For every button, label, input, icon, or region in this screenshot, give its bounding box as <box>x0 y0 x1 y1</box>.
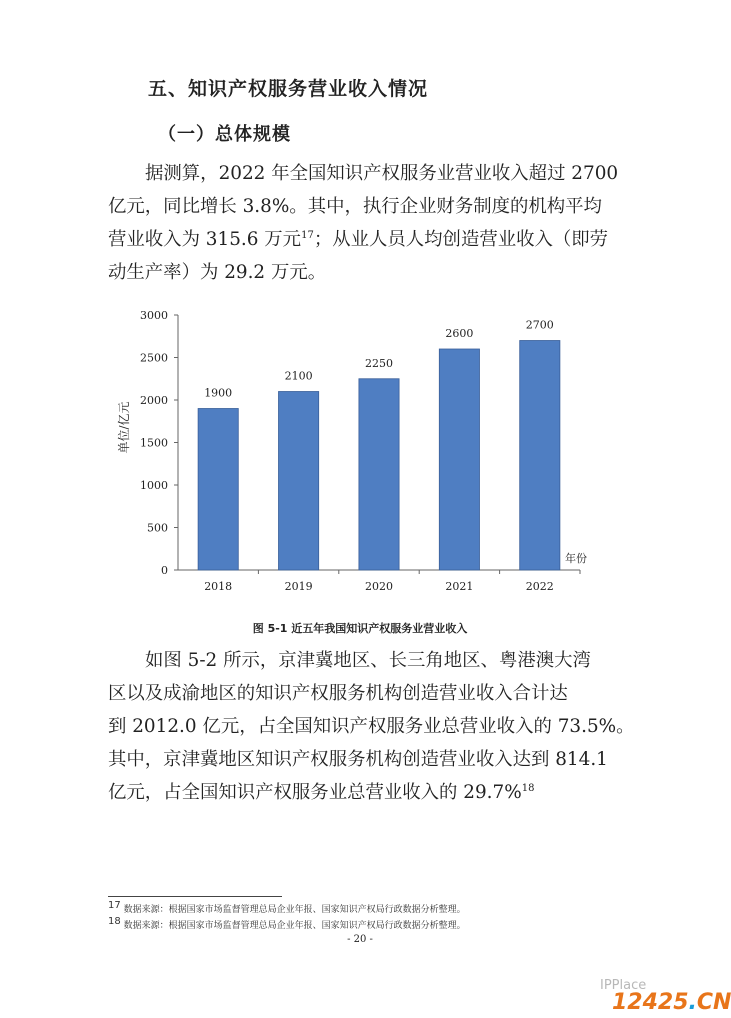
watermark-brand: IPPlace <box>600 978 647 993</box>
footnote-ref-18[interactable]: 18 <box>521 782 535 794</box>
bar-2019 <box>279 392 319 571</box>
revenue-bar-chart <box>110 305 590 599</box>
y-tick-label: 2500 <box>140 351 168 365</box>
footnote-17-text: 数据来源：根据国家市场监督管理总局企业年报、国家知识产权局行政数据分析整理。 <box>123 905 466 915</box>
data-label-2021: 2600 <box>445 327 474 340</box>
watermark-site-dot: . <box>688 990 697 1015</box>
para1-line-1: 据测算，2022 年全国知识产权服务业营业收入超过 2700 <box>145 163 619 184</box>
bar-2020 <box>359 379 399 570</box>
x-axis-title: 年份 <box>565 552 587 565</box>
bar-2021 <box>439 349 479 570</box>
para2-line-3: 到 2012.0 亿元，占全国知识产权服务业总营业收入的 73.5%。 <box>108 716 635 737</box>
watermark-site-logo <box>612 990 731 1015</box>
data-label-2019: 2100 <box>284 369 313 383</box>
footnote-18 <box>108 918 466 931</box>
y-tick-label: 1500 <box>140 436 168 450</box>
data-label-2022: 2700 <box>525 318 554 332</box>
x-tick-label-2019: 2019 <box>284 580 313 593</box>
para2-line-1: 如图 5-2 所示，京津冀地区、长三角地区、粤港澳大湾 <box>145 650 591 671</box>
y-tick-label: 0 <box>161 564 168 577</box>
footnote-18-text: 数据来源：根据国家市场监督管理总局企业年报、国家知识产权局行政数据分析整理。 <box>123 921 466 931</box>
watermark-site-num: 12425 <box>612 990 689 1015</box>
paragraph-overview <box>108 157 622 289</box>
x-tick-label-2020: 2020 <box>365 580 393 593</box>
subsection-heading: （一）总体规模 <box>158 124 291 145</box>
y-tick-label: 2000 <box>140 394 168 407</box>
bar-2018 <box>198 409 238 571</box>
para1-line-4: 动生产率）为 29.2 万元。 <box>108 262 327 283</box>
bar-2022 <box>520 341 560 571</box>
footnote-divider <box>108 896 282 897</box>
page-number: - 20 - <box>347 934 373 945</box>
y-tick-label: 1000 <box>140 479 168 492</box>
y-axis-title: 单位/亿元 <box>117 401 131 454</box>
y-tick-label: 500 <box>147 521 168 535</box>
para2-line-2: 区以及成渝地区的知识产权服务机构创造营业收入合计达 <box>108 683 568 704</box>
data-label-2020: 2250 <box>365 356 393 370</box>
section-heading: 五、知识产权服务营业收入情况 <box>148 78 429 100</box>
y-tick-label: 3000 <box>140 309 168 322</box>
para2-line-4: 其中，京津冀地区知识产权服务机构创造营业收入达到 814.1 <box>108 749 608 770</box>
footnote-17-num: 17 <box>108 900 121 911</box>
footnote-18-num: 18 <box>108 916 121 927</box>
paragraph-regions <box>108 644 635 809</box>
para1-line-3-text: 营业收入为 315.6 万元 <box>108 229 302 250</box>
footnote-ref-17[interactable]: 17 <box>301 229 314 241</box>
watermark-site-cn: CN <box>696 990 731 1015</box>
figure-caption: 图 5-1 近五年我国知识产权服务业营业收入 <box>252 622 468 635</box>
para1-line-3-tail: ；从业人员人均创造营业收入（即劳 <box>313 229 609 250</box>
x-tick-label-2018: 2018 <box>204 580 233 593</box>
para1-line-3 <box>108 223 622 256</box>
x-tick-label-2022: 2022 <box>525 580 554 593</box>
para1-line-2: 亿元，同比增长 3.8%。其中，执行企业财务制度的机构平均 <box>108 196 602 217</box>
para2-line-5-text: 亿元，占全国知识产权服务业总营业收入的 29.7% <box>108 782 522 803</box>
data-label-2018: 1900 <box>204 386 233 400</box>
footnote-17 <box>108 902 466 915</box>
para2-line-5 <box>108 776 622 809</box>
chart-canvas <box>110 305 590 595</box>
x-tick-label-2021: 2021 <box>445 580 474 593</box>
